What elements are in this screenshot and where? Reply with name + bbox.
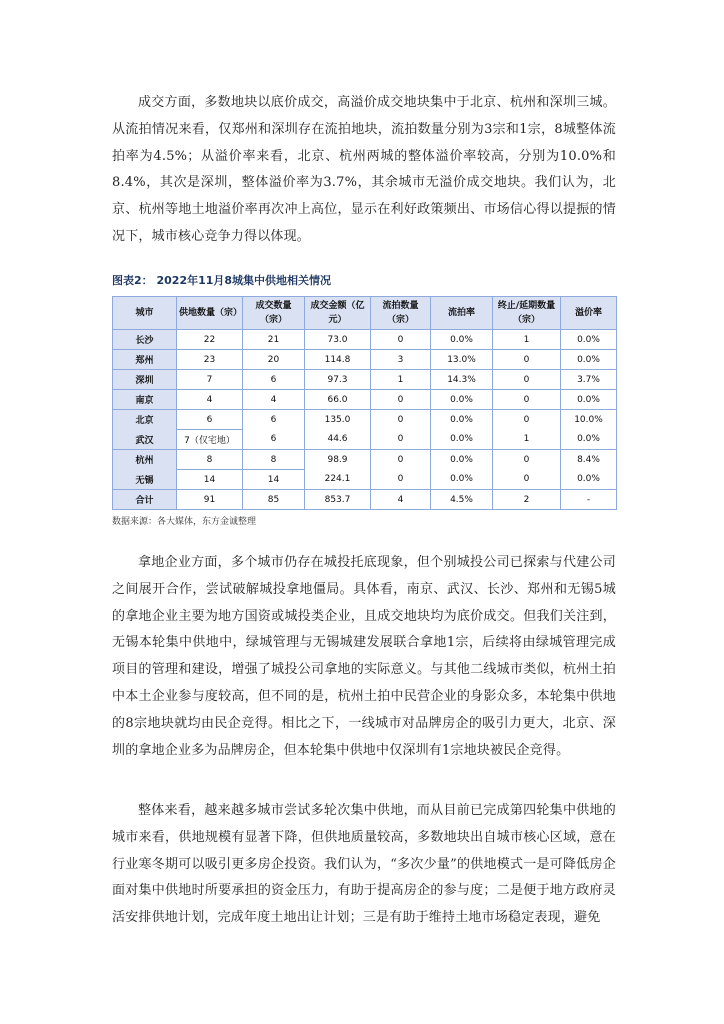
table-row: 北京 6 6 135.0 0 0.0% 0 10.0%	[113, 410, 617, 430]
table-row-total: 合计 91 85 853.7 4 4.5% 2 -	[113, 490, 617, 510]
header-city: 城市	[113, 297, 177, 330]
paragraph-land-buyers: 拿地企业方面，多个城市仍存在城投托底现象，但个别城投公司已探索与代建公司之间展开合作，尝试破解城投拿地僵局。具体看，南京、武汉、长沙、郑州和无锡5城的拿地企业主要为地方国资或城投类企业，且成交地块均为底价成交。但我们关注到，无锡本轮集中供地中，绿城管理与无锡城建发展联合拿地1宗，后续将由绿城管理完成项目的管理和建设，增强了城投公司拿地的实际意义。与其他二线城市类似，杭州土拍中本土企业参与度较高，但不同的是，杭州土拍中民营企业的身影众多，本轮集中供地的8宗地块就均由民企竞得。相比之下，一线城市对品牌房企的吸引力更大，北京、深圳的拿地企业多为品牌房企，但本轮集中供地中仅深圳有1宗地块被民企竞得。	[112, 555, 616, 758]
land-supply-table	[112, 296, 617, 510]
table-row: 武汉 7（仅宅地） 6 44.6 0 0.0% 1 0.0%	[113, 430, 617, 450]
table-row: 无锡 14 14 224.1 0 0.0% 0 0.0%	[113, 470, 617, 490]
figure-title: 图表2： 2022年11月8城集中供地相关情况	[112, 274, 332, 287]
table-row: 郑州 23 20 114.8 3 13.0% 0 0.0%	[113, 350, 617, 370]
header-amount: 成交金额（亿元）	[305, 297, 371, 330]
paragraph-summary: 整体来看，越来越多城市尝试多轮次集中供地，而从目前已完成第四轮集中供地的城市来看，供地规模有显著下降，但供地质量较高，多数地块出自城市核心区域，意在行业寒冬期可以吸引更多房企投资。我们认为，“多次少量”的供地模式一是可降低房企面对集中供地时所要承担的资金压力，有助于提高房企的参与度；二是便于地方政府灵活安排供地计划，完成年度土地出让计划；三是有助于维持土地市场稳定表现，避免	[112, 803, 616, 926]
header-fail-rate: 流拍率	[431, 297, 493, 330]
header-supply: 供地数量（宗）	[177, 297, 243, 330]
header-premium: 溢价率	[561, 297, 617, 330]
data-source-note: 数据来源：各大媒体，东方金诚整理	[112, 517, 257, 527]
header-stopped: 终止/延期数量（宗）	[493, 297, 561, 330]
table-row: 杭州 8 8 98.9 0 0.0% 0 8.4%	[113, 450, 617, 470]
table-header-row	[113, 297, 617, 330]
table-row: 南京 4 4 66.0 0 0.0% 0 0.0%	[113, 390, 617, 410]
header-failed: 流拍数量（宗）	[371, 297, 431, 330]
table-row: 长沙 22 21 73.0 0 0.0% 1 0.0%	[113, 330, 617, 350]
paragraph-transaction: 成交方面，多数地块以底价成交，高溢价成交地块集中于北京、杭州和深圳三城。从流拍情况来看，仅郑州和深圳存在流拍地块，流拍数量分别为3宗和1宗，8城整体流拍率为4.5%；从溢价率来看，北京、杭州两城的整体溢价率较高，分别为10.0%和8.4%，其次是深圳，整体溢价率为3.7%，其余城市无溢价成交地块。我们认为，北京、杭州等地土地溢价率再次冲上高位，显示在利好政策频出、市场信心得以提振的情况下，城市核心竞争力得以体现。	[112, 95, 616, 244]
header-deal: 成交数量（宗）	[243, 297, 305, 330]
table-row: 深圳 7 6 97.3 1 14.3% 0 3.7%	[113, 370, 617, 390]
